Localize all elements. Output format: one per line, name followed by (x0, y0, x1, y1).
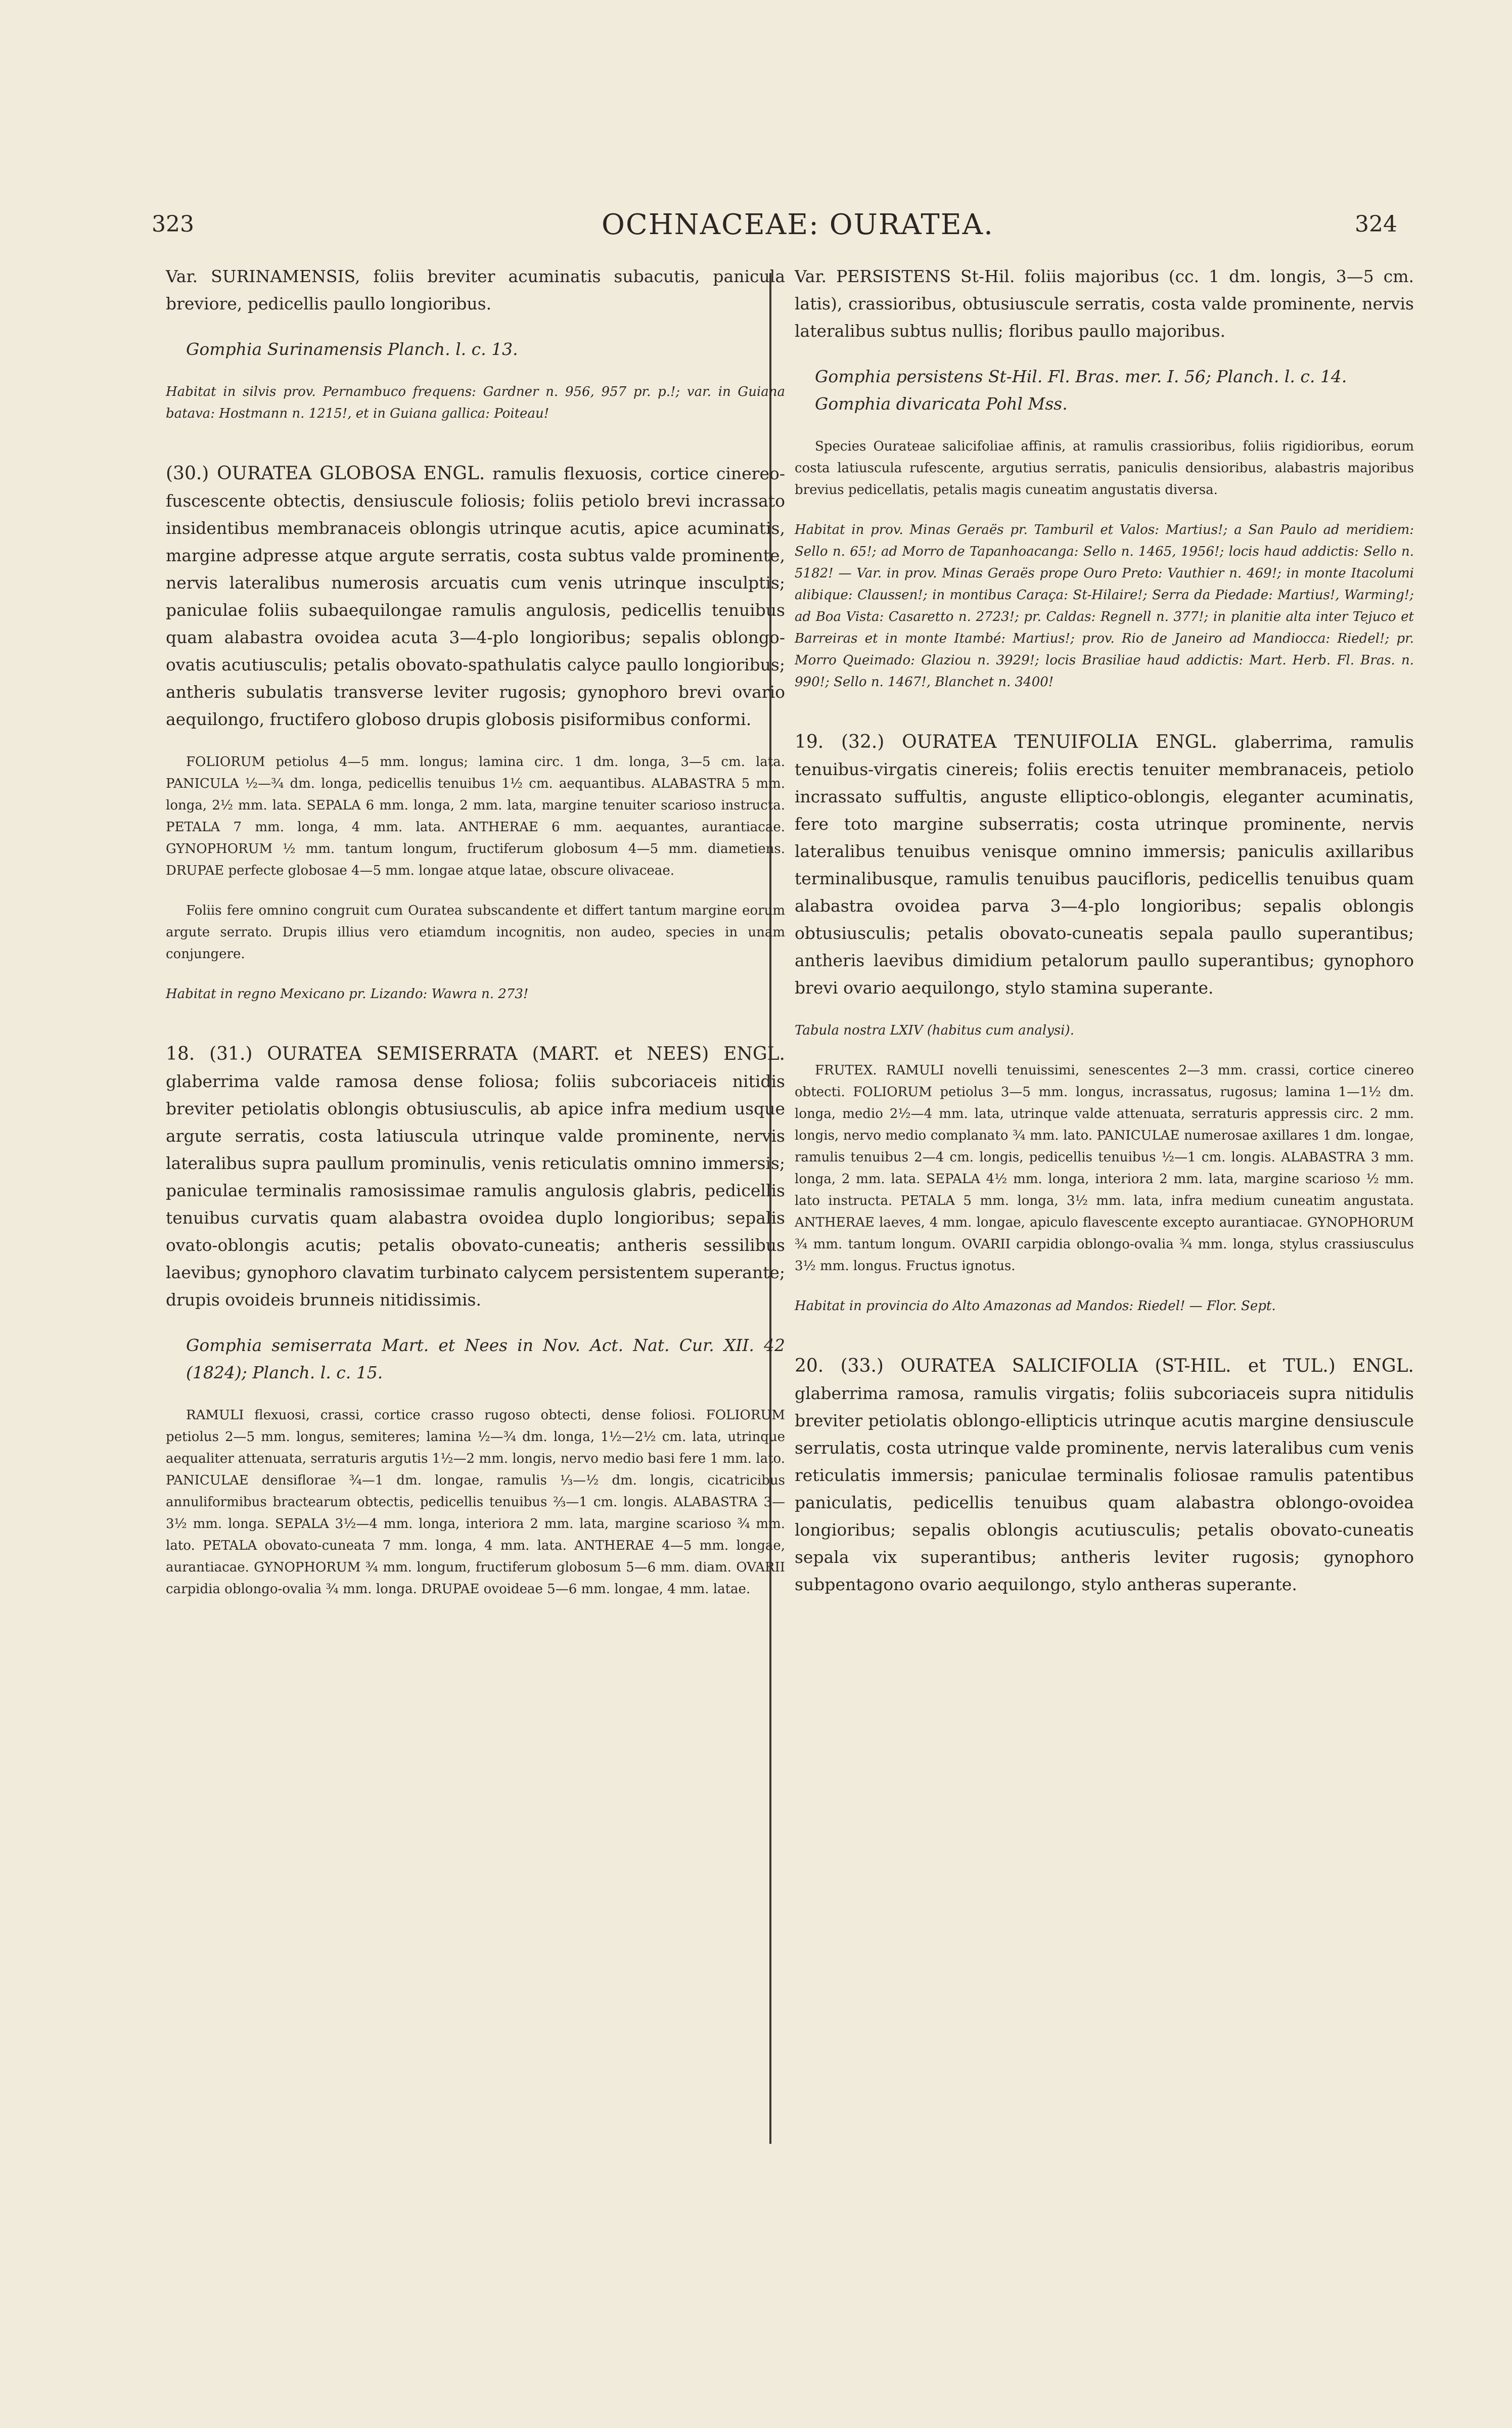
globosa-entry (166, 460, 785, 733)
globosa-habitat: Habitat in regno Mexicano pr. Lizando: Wawra n. 273! (166, 986, 529, 1002)
globosa-details: FOLIORUM petiolus 4—5 mm. longus; lamina circ. 1 dm. longa, 3—5 cm. lata. PANICULA ½—¾ dm. longa, pedicellis tenuibus 1½ cm. aequantibus. ALABASTRA 5 mm. longa, 2½ mm. lata. SEPALA 6 mm. longa, 2 mm. lata, margine tenuiter scarioso instructa. PETALA 7 mm. longa, 4 mm. lata. ANTHERAE 6 mm. aequantes, aurantiacae. GYNOPHORUM ½ mm. tantum longum, fructiferum globosum 4—5 mm. diametiens. DRUPAE perfecte globosae 4—5 mm. longae atque latae, obscure olivaceae. (166, 754, 785, 878)
salicifolia-description: glaberrima ramosa, ramulis virgatis; foliis subcoriaceis supra nitidulis breviter petiolatis oblongo-ellipticis utrinque acutis margine densiuscule serrulatis, costa utrinque valde prominente, nervis lateralibus cum venis reticulatis immersis; paniculae terminalis foliosae ramulis patentibus paniculatis, pedicellis tenuibus quam alabastra oblongo-ovoidea longioribus; sepalis oblongis acutiusculis; petalis obovato-cuneatis sepala vix superantibus; antheris leviter rugosis; gynophoro subpentagono ovario aequilongo, stylo antheras superante. (795, 1383, 1414, 1594)
habitat-surinamensis: Habitat in silvis prov. Pernambuco frequens: Gardner n. 956, 957 pr. p.!; var. in Guiana batava: Hostmann n. 1215!, et in Guiana gallica: Poiteau! (166, 384, 785, 421)
semiserrata-heading: 18. (31.) OURATEA SEMISERRATA (MART. et NEES) ENGL. (166, 1044, 785, 1064)
salicifolia-heading: 20. (33.) OURATEA SALICIFOLIA (ST-HIL. et TUL.) ENGL. (795, 1356, 1414, 1376)
left-column (166, 263, 785, 1600)
running-title: OCHNACEAE: OURATEA. (602, 208, 994, 241)
persistens-synonym-1: Gomphia persistens St-Hil. Fl. Bras. mer. I. 56; Planch. l. c. 14. (815, 367, 1347, 386)
var-surinamensis: Var. SURINAMENSIS, foliis breviter acuminatis subacutis, panicula breviore, pedicellis paullo longioribus. (166, 266, 785, 313)
page-number-left: 323 (152, 211, 194, 237)
right-column (795, 263, 1414, 1598)
tenuifolia-habitat: Habitat in provincia do Alto Amazonas ad Mandos: Riedel! — Flor. Sept. (795, 1298, 1276, 1314)
semiserrata-synonym: Gomphia semiserrata Mart. et Nees in Nov. Act. Nat. Cur. XII. 42 (1824); Planch. l. c. 15. (186, 1335, 785, 1382)
page-header (0, 208, 1512, 247)
globosa-note: Foliis fere omnino congruit cum Ouratea subscandente et differt tantum margine eorum argute serrato. Drupis illius vero etiamdum incognitis, non audeo, species in unam conjungere. (166, 903, 785, 962)
tenuifolia-heading: 19. (32.) OURATEA TENUIFOLIA ENGL. (795, 732, 1217, 752)
globosa-heading: (30.) OURATEA GLOBOSA ENGL. (166, 463, 485, 484)
semiserrata-entry (166, 1041, 785, 1314)
salicifolia-entry (795, 1353, 1414, 1598)
tenuifolia-details: FRUTEX. RAMULI novelli tenuissimi, senescentes 2—3 mm. crassi, cortice cinereo obtecti. FOLIORUM petiolus 3—5 mm. longus, incrassatus, rugosus; lamina 1—1½ dm. longa, medio 2½—4 mm. lata, utrinque valde attenuata, serraturis appressis circ. 2 mm. longis, nervo medio complanato ¾ mm. lato. PANICULAE numerosae axillares 1 dm. longae, ramulis tenuibus 2—4 cm. longis, pedicellis tenuibus ½—1 cm. longis. ALABASTRA 3 mm. longa, 2 mm. lata. SEPALA 4½ mm. longa, interiora 2 mm. lata, margine scarioso ½ mm. lato instructa. PETALA 5 mm. longa, 3½ mm. lata, infra medium cuneatim angustata. ANTHERAE laeves, 4 mm. longae, apiculo flavescente excepto aurantiacae. GYNOPHORUM ¾ mm. tantum longum. OVARII carpidia oblongo-ovalia ¾ mm. longa, stylus crassiusculus 3½ mm. longus. Fructus ignotus. (795, 1063, 1414, 1274)
semiserrata-description: glaberrima valde ramosa dense foliosa; foliis subcoriaceis nitidis breviter petiolatis oblongis obtusiusculis, ab apice infra medium usque argute serratis, costa latiuscula utrinque valde prominente, nervis lateralibus supra paullum prominulis, venis reticulatis omnino immersis; paniculae terminalis ramosissimae ramulis angulosis glabris, pedicellis tenuibus curvatis quam alabastra ovoidea duplo longioribus; sepalis ovato-oblongis acutis; petalis obovato-cuneatis; antheris sessilibus laevibus; gynophoro clavatim turbinato calycem persistentem superante; drupis ovoideis brunneis nitidissimis. (166, 1071, 785, 1310)
tenuifolia-description: glaberrima, ramulis tenuibus-virgatis cinereis; foliis erectis tenuiter membranaceis, petiolo incrassato suffultis, anguste elliptico-oblongis, eleganter acuminatis, fere toto margine subserratis; costa utrinque prominente, nervis lateralibus tenuibus venisque omnino immersis; paniculis axillaribus terminalibusque, ramulis tenuibus paucifloris, pedicellis tenuibus quam alabastra ovoidea parva 3—4-plo longioribus; sepalis oblongis obtusiusculis; petalis obovato-cuneatis sepala paullo superantibus; antheris laevibus dimidium petalorum paullo superantibus; gynophoro brevi ovario aequilongo, stylo stamina superante. (795, 732, 1414, 998)
persistens-note: Species Ourateae salicifoliae affinis, at ramulis crassioribus, foliis rigidioribus, eorum costa latiuscula rufescente, argutius serratis, paniculis densioribus, alabastris majoribus brevius pedicellatis, petalis magis cuneatim angustatis diversa. (795, 439, 1414, 498)
persistens-synonym-2: Gomphia divaricata Pohl Mss. (815, 394, 1068, 414)
persistens-habitat: Habitat in prov. Minas Geraës pr. Tamburil et Valos: Martius!; a San Paulo ad meridiem: Sello n. 65!; ad Morro de Tapanhoacanga: Sello n. 1465, 1956!; locis haud addictis: Sello n. 5182! — Var. in prov. Minas Geraës prope Ouro Preto: Vauthier n. 469!; in monte Itacolumi alibique: Claussen!; in montibus Caraça: St-Hilaire!; Serra da Piedade: Martius!, Warming!; ad Boa Vista: Casaretto n. 2723!; pr. Caldas: Regnell n. 377!; in planitie alta inter Tejuco et Barreiras et in monte Itambé: Martius!; prov. Rio de Janeiro ad Mandiocca: Riedel!; pr. Morro Queimado: Glaziou n. 3929!; locis Brasiliae haud addictis: Mart. Herb. Fl. Bras. n. 990!; Sello n. 1467!, Blanchet n. 3400! (795, 522, 1414, 690)
semiserrata-details: RAMULI flexuosi, crassi, cortice crasso rugoso obtecti, dense foliosi. FOLIORUM petiolus 2—5 mm. longus, semiteres; lamina ½—¾ dm. longa, 1½—2½ cm. lata, utrinque aequaliter attenuata, serraturis argutis 1½—2 mm. longis, nervo medio basi fere 1 mm. lato. PANICULAE densiflorae ¾—1 dm. longae, ramulis ⅓—½ dm. longis, cicatricibus annuliformibus bractearum obtectis, pedicellis tenuibus ⅔—1 cm. longis. ALABASTRA 3—3½ mm. longa. SEPALA 3½—4 mm. longa, interiora 2 mm. lata, margine scarioso ¾ mm. lato. PETALA obovato-cuneata 7 mm. longa, 4 mm. lata. ANTHERAE 4—5 mm. longae, aurantiacae. GYNOPHORUM ¾ mm. longum, fructiferum globosum 5—6 mm. diam. OVARII carpidia oblongo-ovalia ¾ mm. longa. DRUPAE ovoideae 5—6 mm. longae, 4 mm. latae. (166, 1408, 785, 1597)
page-number-right: 324 (1355, 211, 1397, 237)
globosa-description: ramulis flexuosis, cortice cinereo-fuscescente obtectis, densiuscule foliosis; foliis petiolo brevi incrassato insidentibus membranaceis oblongis utrinque acutis, apice acuminatis, margine adpresse atque argute serratis, costa subtus valde prominente, nervis lateralibus numerosis arcuatis cum venis utrinque insculptis; paniculae foliis subaequilongae ramulis angulosis, pedicellis tenuibus quam alabastra ovoidea acuta 3—4-plo longioribus; sepalis oblongo-ovatis acutiusculis; petalis obovato-spathulatis calyce paullo longioribus; antheris subulatis transverse leviter rugosis; gynophoro brevi ovario aequilongo, fructifero globoso drupis globosis pisiformibus conformi. (166, 464, 785, 729)
synonym-surinamensis: Gomphia Surinamensis Planch. l. c. 13. (186, 339, 518, 359)
tenuifolia-entry (795, 729, 1414, 1002)
tenuifolia-tabula: Tabula nostra LXIV (habitus cum analysi). (795, 1023, 1074, 1038)
var-persistens: Var. PERSISTENS St-Hil. foliis majoribus (cc. 1 dm. longis, 3—5 cm. latis), crassioribus, obtusiuscule serratis, costa valde prominente, nervis lateralibus subtus nullis; floribus paullo majoribus. (795, 266, 1414, 341)
